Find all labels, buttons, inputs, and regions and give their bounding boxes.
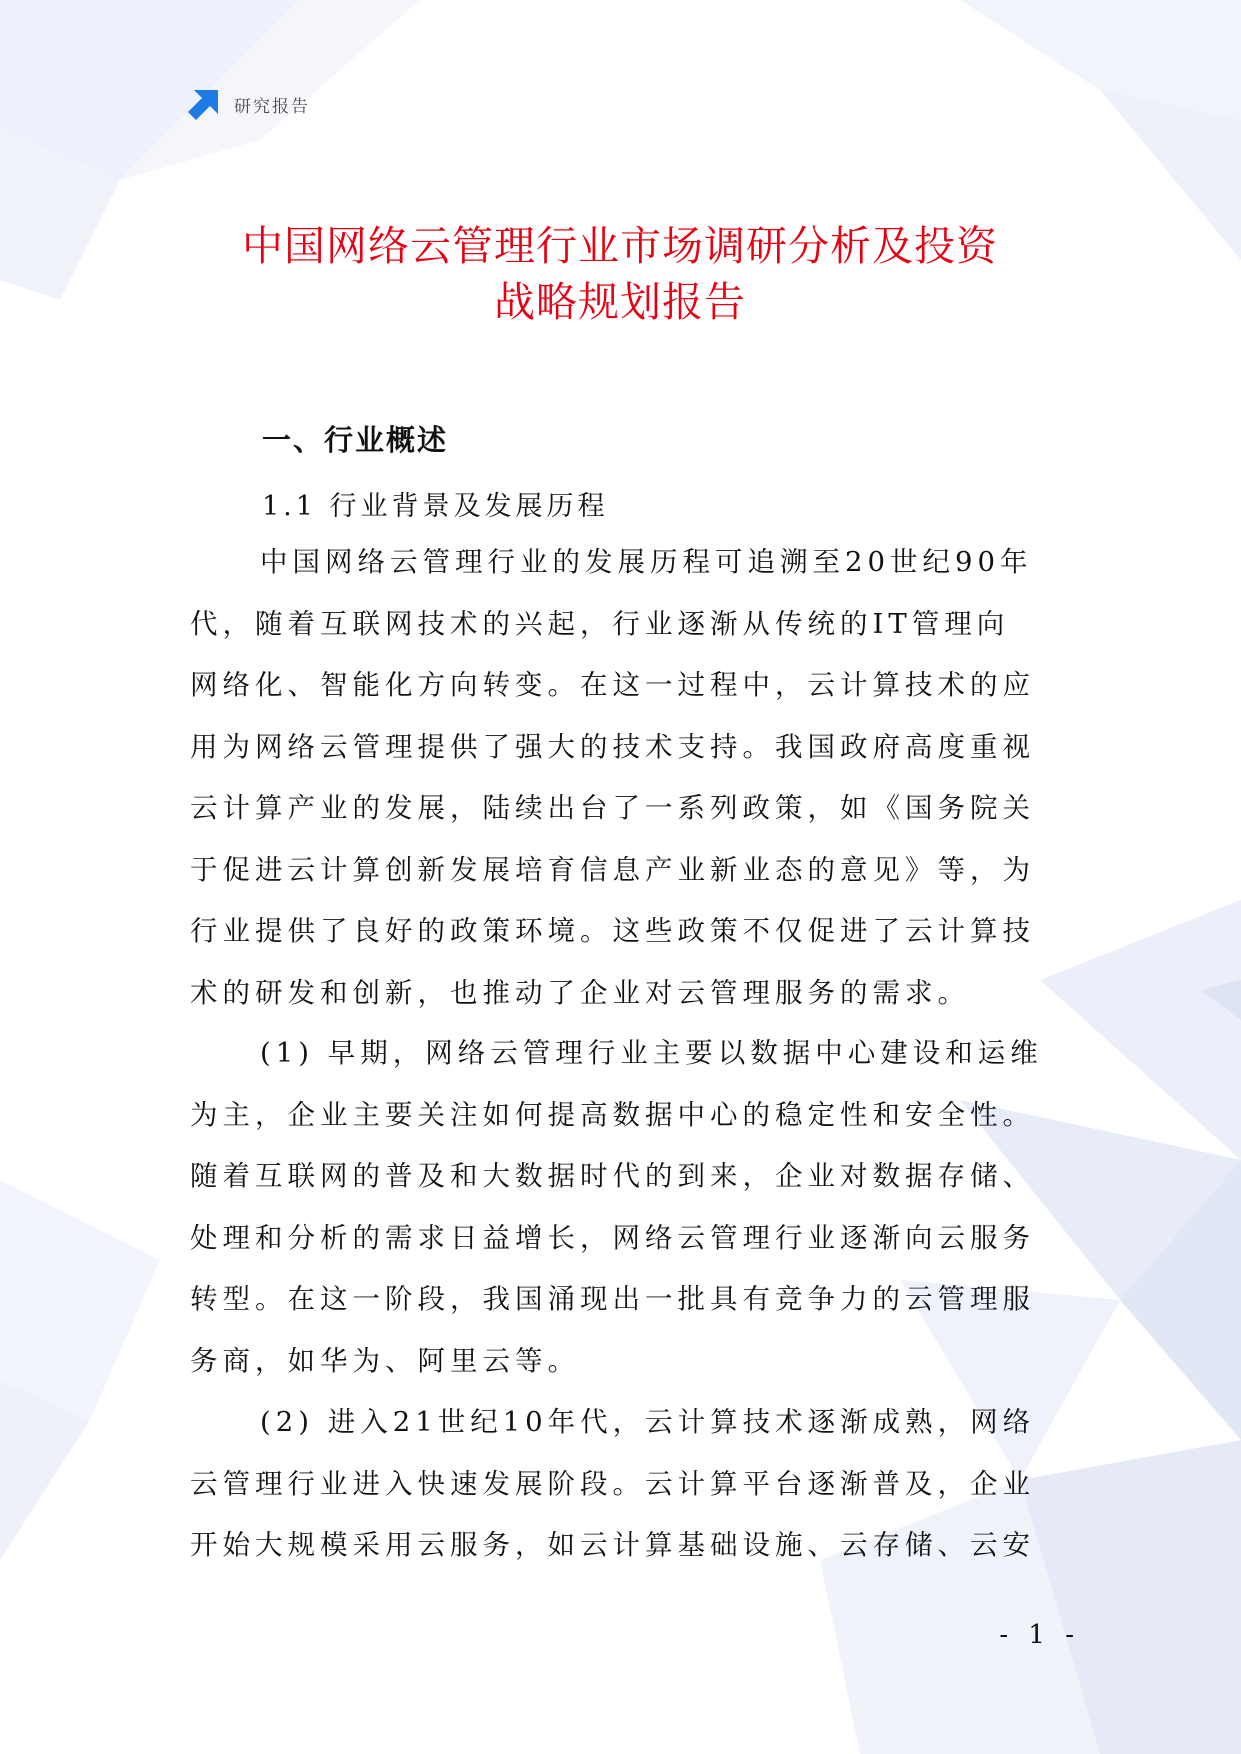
paragraph-line: 于促进云计算创新发展培育信息产业新业态的意见》等，为 [190, 853, 1035, 886]
section-heading: 一、行业概述 [262, 423, 449, 457]
paragraph-line: 处理和分析的需求日益增长，网络云管理行业逐渐向云服务 [190, 1221, 1035, 1254]
subsection-heading: 1.1 行业背景及发展历程 [262, 491, 609, 522]
page-number: - 1 - [999, 1620, 1080, 1650]
paragraph-line: (2) 进入21世纪10年代，云计算技术逐渐成熟，网络 [260, 1406, 1036, 1438]
paragraph-line: 网络化、智能化方向转变。在这一过程中，云计算技术的应 [190, 669, 1035, 701]
paragraph-line: 随着互联网的普及和大数据时代的到来，企业对数据存储、 [190, 1160, 1035, 1192]
paragraph-line: 用为网络云管理提供了强大的技术支持。我国政府高度重视 [190, 730, 1035, 763]
paragraph-line: 术的研发和创新，也推动了企业对云管理服务的需求。 [190, 976, 970, 1009]
paragraph-2 [190, 1023, 1052, 1392]
paragraph-line: 行业提供了良好的政策环境。这些政策不仅促进了云计算技 [190, 915, 1035, 947]
paragraph-1 [190, 532, 1052, 1024]
paragraph-line: 代，随着互联网技术的兴起，行业逐渐从传统的IT管理向 [190, 607, 1010, 640]
paragraph-line: 为主，企业主要关注如何提高数据中心的稳定性和安全性。 [190, 1098, 1035, 1131]
paragraph-line: 转型。在这一阶段，我国涌现出一批具有竞争力的云管理服 [190, 1283, 1035, 1315]
paragraph-line: 务商，如华为、阿里云等。 [190, 1344, 580, 1377]
title-line-1: 中国网络云管理行业市场调研分析及投资 [242, 222, 998, 270]
paragraph-line: 云管理行业进入快速发展阶段。云计算平台逐渐普及，企业 [190, 1467, 1035, 1500]
report-title [150, 218, 1090, 330]
paragraph-line: 中国网络云管理行业的发展历程可追溯至20世纪90年 [260, 546, 1033, 578]
arrow-up-right-icon [186, 86, 222, 122]
report-header [186, 86, 310, 122]
paragraph-3 [190, 1392, 1052, 1577]
paragraph-line: 云计算产业的发展，陆续出台了一系列政策，如《国务院关 [190, 792, 1035, 824]
paragraph-line: 开始大规模采用云服务，如云计算基础设施、云存储、云安 [190, 1529, 1035, 1561]
title-line-2: 战略规划报告 [494, 278, 746, 326]
header-label: 研究报告 [234, 96, 310, 117]
paragraph-line: (1) 早期，网络云管理行业主要以数据中心建设和运维 [260, 1037, 1043, 1069]
